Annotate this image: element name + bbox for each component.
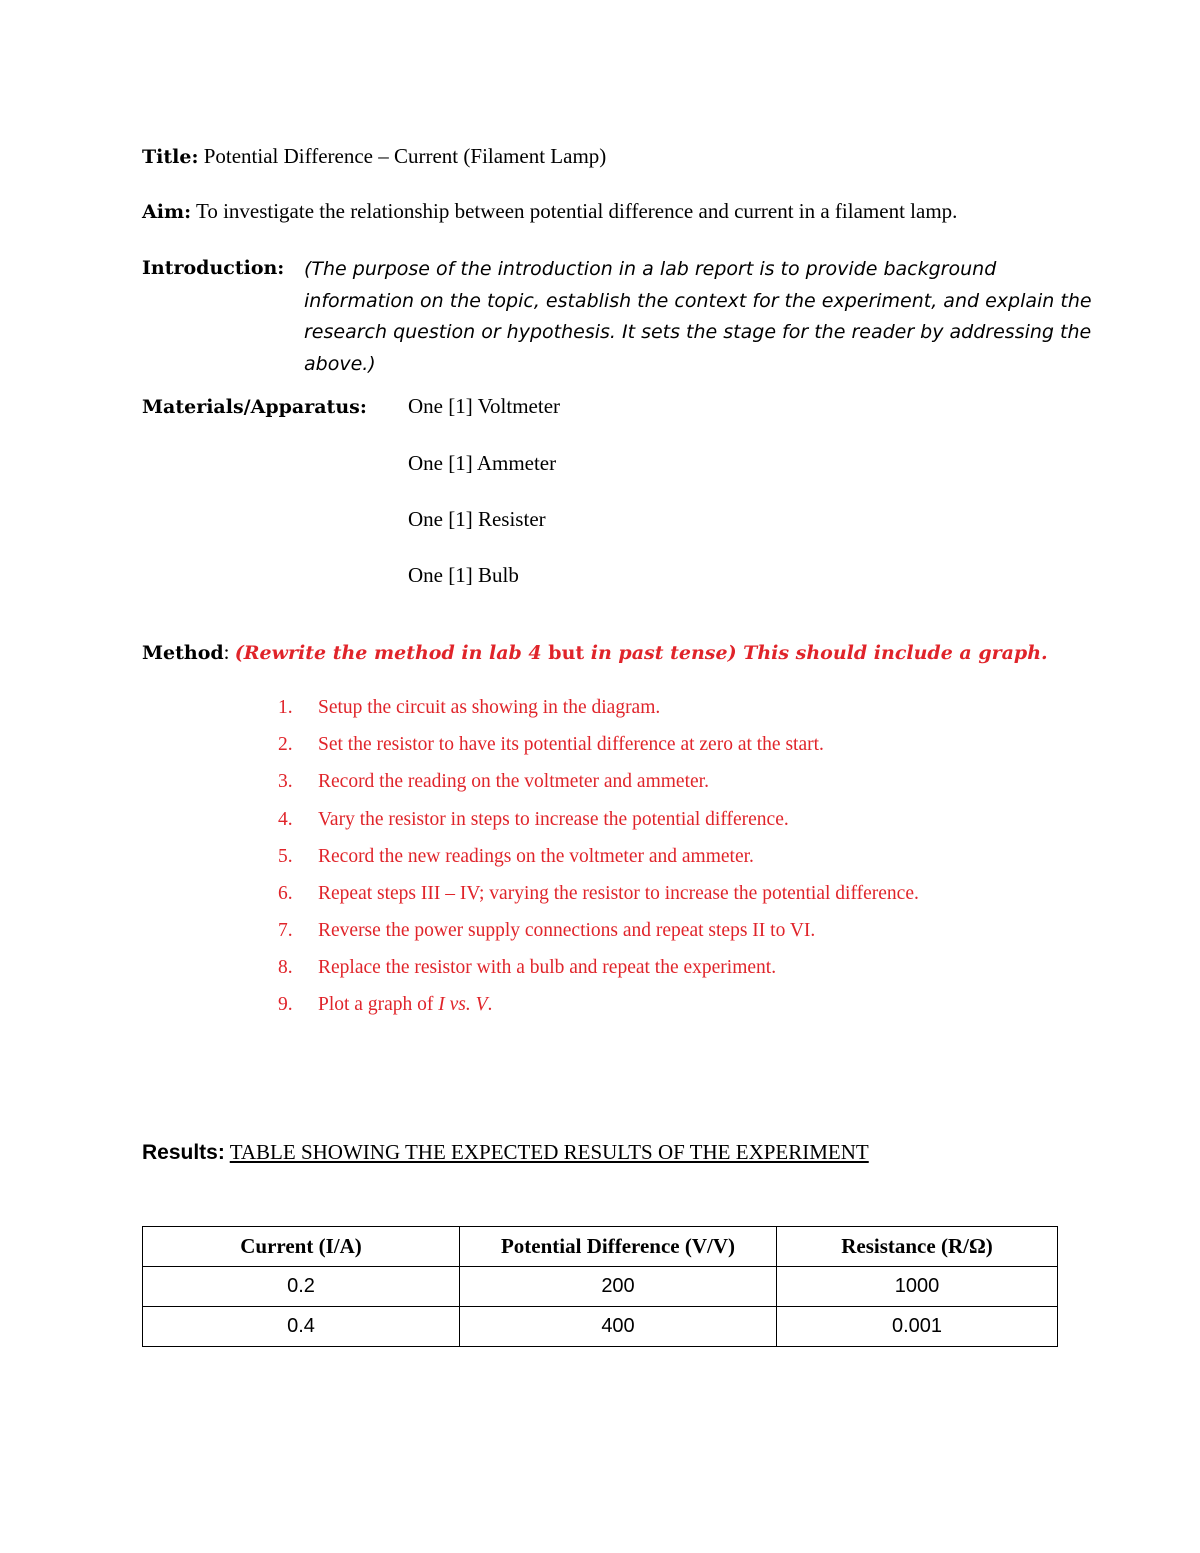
table-header-row <box>143 1227 1058 1267</box>
results-table <box>142 1226 1058 1347</box>
title-value: Potential Difference – Current (Filament Lamp) <box>203 144 607 168</box>
aim-label: Aim: <box>142 201 192 223</box>
table-cell: 0.001 <box>777 1307 1058 1347</box>
step-number: 4. <box>278 809 293 830</box>
step-text: Record the new readings on the voltmeter and ammeter. <box>318 846 754 867</box>
method-heading <box>142 639 1048 666</box>
table-cell: 0.2 <box>143 1267 460 1307</box>
column-header-resistance: Resistance (R/Ω) <box>777 1227 1058 1267</box>
materials-item: One [1] Ammeter <box>408 451 557 475</box>
step-text-vs: vs. <box>444 994 476 1015</box>
materials-item: One [1] Resister <box>408 507 546 531</box>
table-cell: 1000 <box>777 1267 1058 1307</box>
step-text: Reverse the power supply connections and repeat steps II to VI. <box>318 920 816 941</box>
method-step <box>278 845 754 869</box>
aim-line <box>142 198 957 225</box>
column-header-potential-difference: Potential Difference (V/V) <box>460 1227 777 1267</box>
results-table-caption: TABLE SHOWING THE EXPECTED RESULTS OF THE EXPERIMENT <box>229 1140 869 1164</box>
step-number: 8. <box>278 957 293 978</box>
table-cell: 0.4 <box>143 1307 460 1347</box>
step-text: Replace the resistor with a bulb and repeat the experiment. <box>318 957 777 978</box>
method-step <box>278 993 492 1017</box>
table-row <box>143 1267 1058 1307</box>
method-note-part2: in past tense) This should include a graph. <box>584 642 1048 664</box>
method-step <box>278 696 660 720</box>
step-number: 2. <box>278 734 293 755</box>
step-text-v: V <box>475 994 488 1015</box>
method-step <box>278 956 776 980</box>
method-note <box>235 642 1048 664</box>
aim-value: To investigate the relationship between potential difference and current in a filament lamp. <box>195 199 958 223</box>
method-step <box>278 919 815 943</box>
column-header-current: Current (I/A) <box>143 1227 460 1267</box>
results-heading <box>142 1139 869 1166</box>
step-number: 7. <box>278 920 293 941</box>
method-step <box>278 770 709 794</box>
introduction-line <box>142 254 284 281</box>
materials-item: One [1] Voltmeter <box>408 394 561 418</box>
method-colon: : <box>223 640 235 664</box>
title-line <box>142 143 606 170</box>
step-text: Vary the resistor in steps to increase the potential difference. <box>318 809 789 830</box>
step-text-suffix: . <box>487 994 493 1015</box>
materials-label-line <box>142 393 367 420</box>
step-number: 9. <box>278 994 293 1015</box>
step-text: Set the resistor to have its potential difference at zero at the start. <box>318 734 824 755</box>
step-text: Plot a graph of <box>318 994 439 1015</box>
method-step <box>278 733 824 757</box>
step-number: 1. <box>278 697 293 718</box>
title-label: Title: <box>142 146 199 168</box>
method-note-part1: Rewrite the method in lab 4 <box>243 642 549 664</box>
method-note-bold: but <box>548 642 585 664</box>
step-number: 6. <box>278 883 293 904</box>
step-text: Setup the circuit as showing in the diagram. <box>318 697 661 718</box>
table-cell: 400 <box>460 1307 777 1347</box>
method-label: Method <box>142 642 224 664</box>
step-text-i: I <box>438 994 445 1015</box>
step-text: Repeat steps III – IV; varying the resistor to increase the potential difference. <box>318 883 919 904</box>
table-cell: 200 <box>460 1267 777 1307</box>
method-note-open: ( <box>234 642 244 664</box>
materials-item: One [1] Bulb <box>408 563 519 587</box>
step-number: 5. <box>278 846 293 867</box>
method-step <box>278 882 919 906</box>
introduction-label: Introduction: <box>142 257 285 279</box>
introduction-text: (The purpose of the introduction in a lab report is to provide background information on the topic, establish the context for the experiment, and explain the research question or hypothesis. It sets the stage for the reader by addressing the above.) <box>304 258 1092 375</box>
materials-label: Materials/Apparatus: <box>142 396 367 418</box>
step-text: Record the reading on the voltmeter and ammeter. <box>318 771 709 792</box>
results-label: Results: <box>142 1141 225 1164</box>
method-step <box>278 808 789 832</box>
step-number: 3. <box>278 771 293 792</box>
table-row <box>143 1307 1058 1347</box>
